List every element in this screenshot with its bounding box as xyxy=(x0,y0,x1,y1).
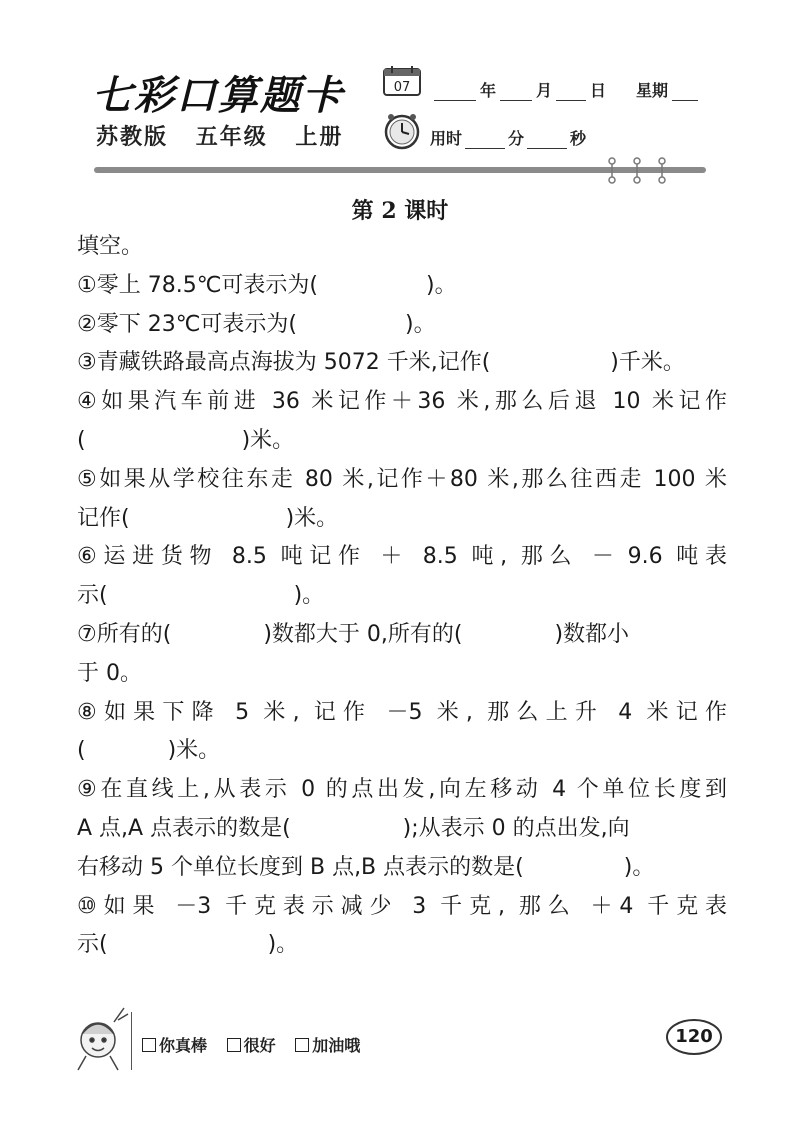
instruction: 填空。 xyxy=(77,234,144,259)
weekday-label: 星期 xyxy=(636,81,669,100)
question-4-line-2: ( )米。 xyxy=(77,427,295,453)
question-9-line-3: 右移动 5 个单位长度到 B 点,B 点表示的数是( )。 xyxy=(77,854,655,880)
question-9-line-1: ⑨在直线上,从表示 0 的点出发,向左移动 4 个单位长度到 xyxy=(77,777,727,803)
question-5-line-2: 记作( )米。 xyxy=(77,505,339,531)
minute-label: 分 xyxy=(508,129,525,148)
time-fields xyxy=(430,126,586,149)
question-6-line-1: ⑥运进货物 8.5 吨记作 ＋ 8.5 吨, 那么 － 9.6 吨表 xyxy=(77,544,727,570)
footer-divider xyxy=(131,1012,132,1070)
rating-option-keep-going[interactable]: 加油哦 xyxy=(295,1036,360,1055)
checkbox-icon[interactable] xyxy=(142,1038,156,1052)
self-rating xyxy=(142,1033,374,1056)
second-label: 秒 xyxy=(570,129,587,148)
question-8-line-1: ⑧如果下降 5 米, 记作 －5 米, 那么上升 4 米记作 xyxy=(77,699,727,725)
question-7-line-1: ⑦所有的( )数都大于 0,所有的( )数都小 xyxy=(77,621,630,647)
rating-option-good[interactable]: 很好 xyxy=(227,1036,276,1055)
calendar-day: 07 xyxy=(393,80,411,95)
day-blank[interactable] xyxy=(556,86,586,101)
page-number-badge xyxy=(665,1018,723,1056)
question-9-line-2: A 点,A 点表示的数是( );从表示 0 的点出发,向 xyxy=(77,815,630,841)
question-10-line-2: 示( )。 xyxy=(77,932,299,958)
volume: 上册 xyxy=(295,125,344,150)
question-10-line-1: ⑩如果 －3 千克表示减少 3 千克, 那么 ＋4 千克表 xyxy=(77,893,727,919)
day-label: 日 xyxy=(590,81,607,100)
exercise-body xyxy=(77,228,727,965)
edition: 苏教版 xyxy=(96,125,169,150)
year-label: 年 xyxy=(480,81,497,100)
page-number: 120 xyxy=(675,1026,713,1047)
ring-binder-decoration xyxy=(600,155,680,185)
grade: 五年级 xyxy=(195,125,268,150)
question-4-line-1: ④如果汽车前进 36 米记作＋36 米,那么后退 10 米记作 xyxy=(77,389,727,415)
date-fields xyxy=(430,78,702,101)
question-2: ②零下 23℃可表示为( )。 xyxy=(77,311,436,337)
calendar-icon xyxy=(383,66,421,96)
month-blank[interactable] xyxy=(500,86,532,101)
edition-subtitle xyxy=(96,120,361,151)
minute-blank[interactable] xyxy=(465,134,505,149)
question-3: ③青藏铁路最高点海拔为 5072 千米,记作( )千米。 xyxy=(77,350,685,376)
lesson-title: 第 2 课时 xyxy=(351,198,449,224)
weekday-blank[interactable] xyxy=(672,86,698,101)
rating-option-great[interactable]: 你真棒 xyxy=(142,1036,207,1055)
year-blank[interactable] xyxy=(434,86,476,101)
checkbox-icon[interactable] xyxy=(227,1038,241,1052)
month-label: 月 xyxy=(536,81,553,100)
second-blank[interactable] xyxy=(527,134,567,149)
question-8-line-2: ( )米。 xyxy=(77,738,221,764)
question-5-line-1: ⑤如果从学校往东走 80 米,记作＋80 米,那么往西走 100 米 xyxy=(77,466,727,492)
checkbox-icon[interactable] xyxy=(295,1038,309,1052)
question-1: ①零上 78.5℃可表示为( )。 xyxy=(77,272,457,298)
clock-icon xyxy=(383,112,421,150)
question-7-line-2: 于 0。 xyxy=(77,660,142,686)
time-label: 用时 xyxy=(430,129,463,148)
logo-title: 七彩口算题卡 xyxy=(92,73,344,119)
question-6-line-2: 示( )。 xyxy=(77,583,325,609)
cartoon-kid-icon xyxy=(68,1000,130,1072)
